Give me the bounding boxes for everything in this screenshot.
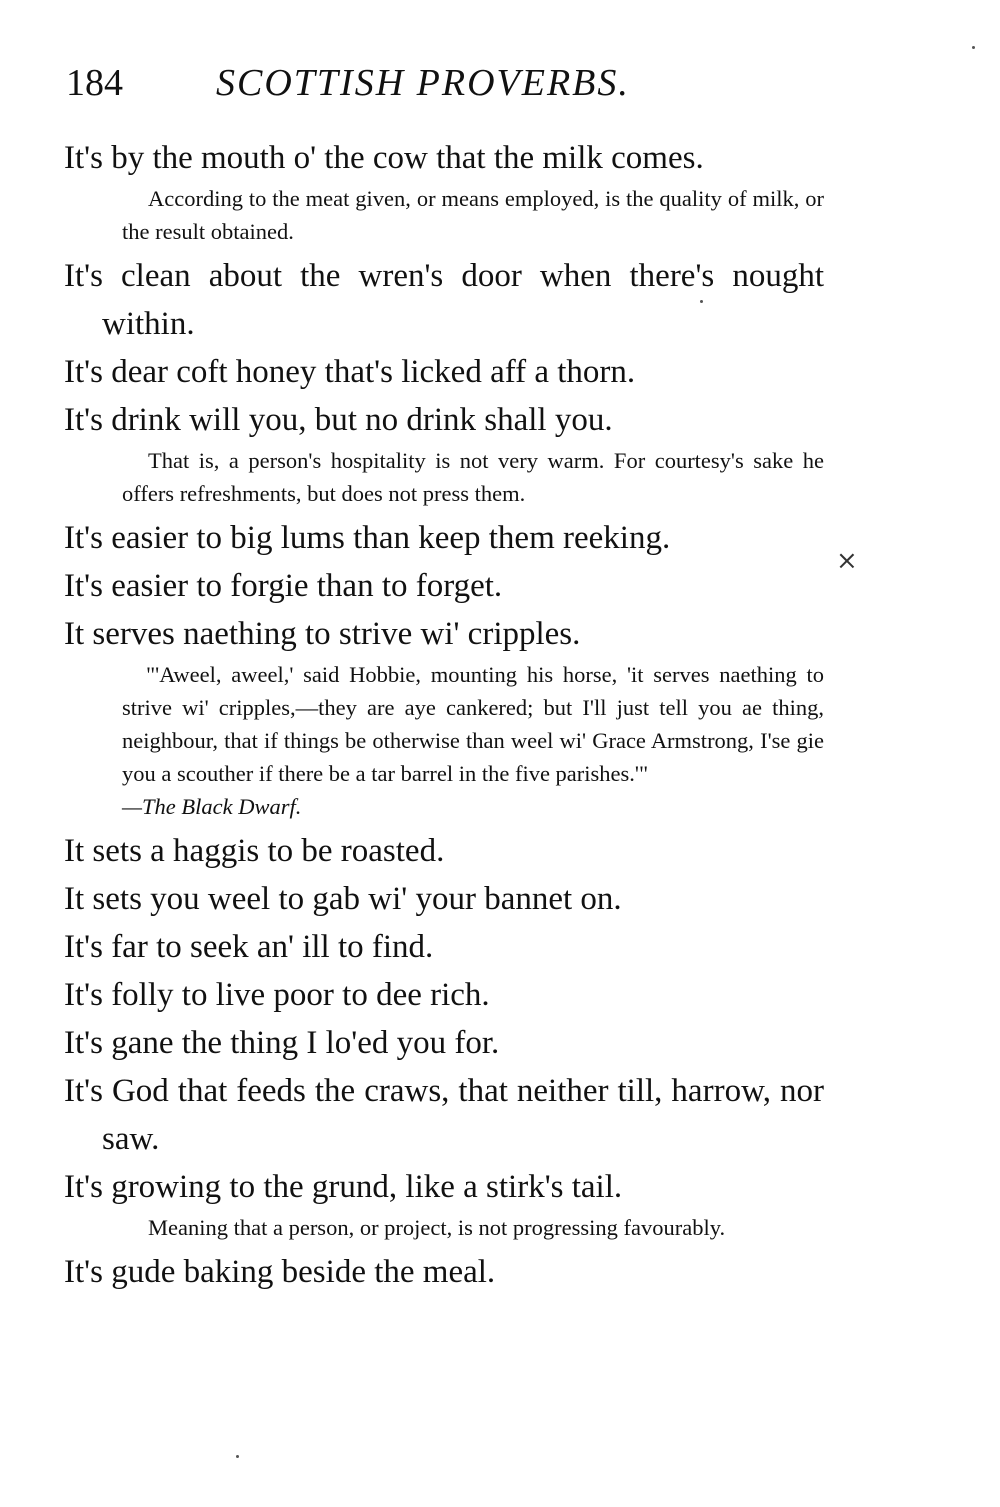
proverb: It sets you weel to gab wi' your bannet on. (64, 881, 622, 917)
proverb: It's drink will you, but no drink shall you. (64, 402, 613, 438)
proverb: It serves naething to strive wi' cripples. (64, 616, 581, 652)
running-head (66, 58, 766, 108)
proverb: It's clean about the wren's door when there's nought within. (64, 258, 824, 342)
quotation-text: "'Aweel, aweel,' said Hobbie, mounting his horse, 'it serves naething to strive wi' cripples,—they are aye cankered; but I'll just tell you ae thing, neighbour, that if things be otherwise than weel wi' Grace Armstrong, I'se gie you a scouther if there be a tar barrel in the five parishes.'" (122, 662, 824, 786)
proverb: It's God that feeds the craws, that neither till, harrow, nor saw. (64, 1073, 824, 1157)
proverb: It's by the mouth o' the cow that the milk comes. (64, 140, 704, 176)
proverb: It's easier to big lums than keep them reeking. (64, 520, 671, 556)
print-speck (972, 46, 975, 49)
proverb: It sets a haggis to be roasted. (64, 833, 445, 869)
proverb: It's growing to the grund, like a stirk's tail. (64, 1169, 623, 1205)
proverb: It's easier to forgie than to forget. (64, 568, 503, 604)
proverb: It's far to seek an' ill to find. (64, 929, 434, 965)
proverb: It's gude baking beside the meal. (64, 1254, 496, 1290)
proverb: It's gane the thing I lo'ed you for. (64, 1025, 500, 1061)
print-speck (236, 1455, 239, 1458)
margin-mark-icon: ⨯ (836, 546, 858, 575)
proverb: It's dear coft honey that's licked aff a thorn. (64, 354, 636, 390)
print-speck (700, 300, 703, 303)
proverb-note: According to the meat given, or means employed, is the quality of milk, or the result obtained. (122, 186, 824, 244)
proverb-note: Meaning that a person, or project, is not progressing favourably. (148, 1215, 726, 1240)
running-title: SCOTTISH PROVERBS. (216, 62, 630, 104)
page-number: 184 (66, 62, 123, 104)
proverb-note (122, 658, 824, 823)
proverb-note: That is, a person's hospitality is not very warm. For courtesy's sake he offers refreshments, but does not press them. (122, 448, 824, 506)
quotation-citation: —The Black Dwarf. (122, 794, 302, 819)
proverb: It's folly to live poor to dee rich. (64, 977, 490, 1013)
proverb-list (64, 134, 824, 1296)
